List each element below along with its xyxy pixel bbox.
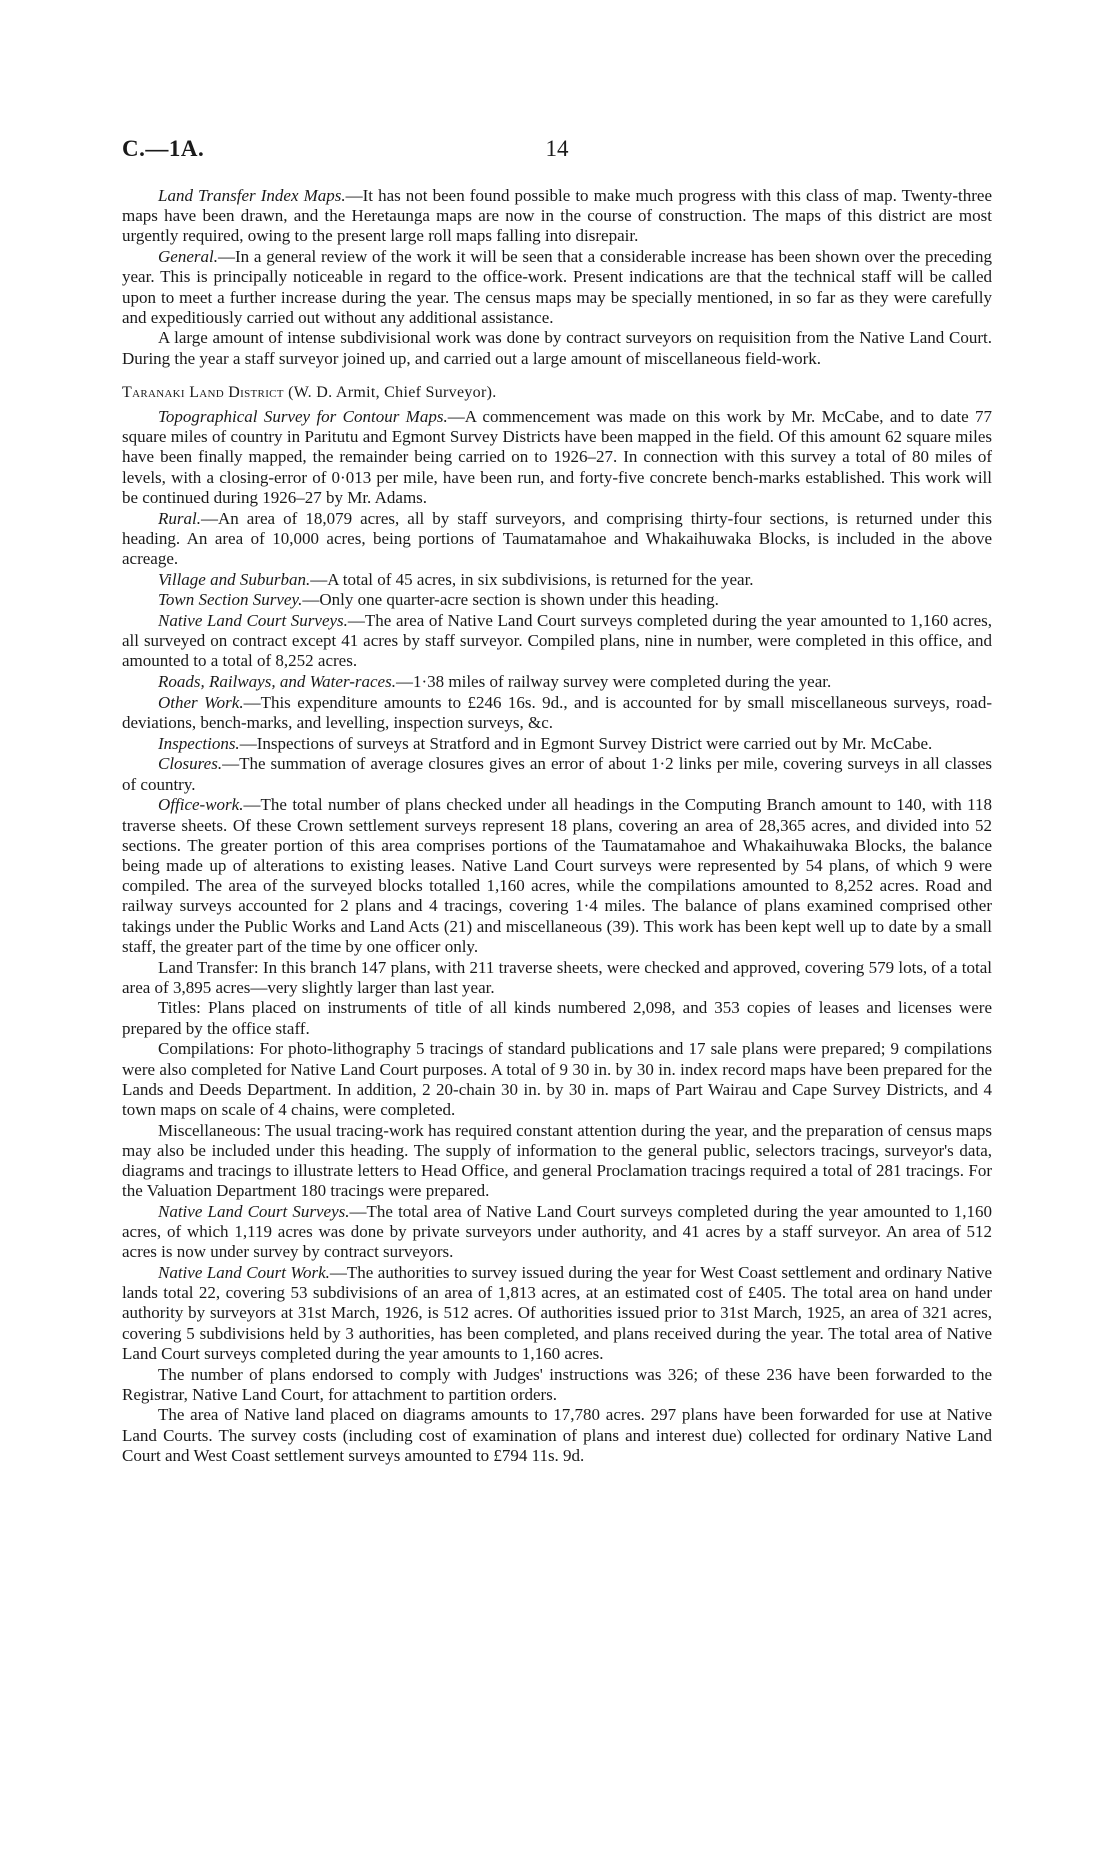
paragraph-text: Miscellaneous: The usual tracing-work has required constant attention during the year, and the preparation of census maps may also be included under this heading. The supply of information to the general public, selectors tracings, surveyor's data, diagrams and tracings to illustrate letters to Head Office, and general Proclamation tracings required a total of 281 tracings. For the Valuation Department 180 tracings were prepared. <box>122 1120 992 1201</box>
paragraph-text: —In a general review of the work it will be seen that a considerable increase has been shown over the preceding year. This is principally noticeable in regard to the office-work. Present indications are that the technical staff will be called upon to meet a further increase during the year. The census maps may be specially mentioned, in so far as they were carefully and expeditiously carried out without any additional assistance. <box>122 247 992 327</box>
paragraph-text: —The authorities to survey issued during the year for West Coast settlement and ordinary Native lands total 22, covering 53 subdivisions of an area of 1,813 acres, at an estimated cost of £405. The total area on hand under authority by surveyors at 31st March, 1926, is 512 acres. Of authorities issued prior to 31st March, 1925, an area of 321 acres, covering 5 subdivisions held by 3 authorities, has been completed, and plans received during the year. The total area of Native Land Court surveys completed during the year amounts to 1,160 acres. <box>122 1263 992 1363</box>
paragraph-text: —A total of 45 acres, in six subdivisions, is returned for the year. <box>310 569 754 589</box>
paragraph-text: The number of plans endorsed to comply with Judges' instructions was 326; of these 236 have been forwarded to the Registrar, Native Land Court, for attachment to partition orders. <box>122 1364 992 1404</box>
page-header <box>122 136 992 166</box>
paragraph <box>122 672 992 692</box>
paragraph-lead: Native Land Court Work. <box>158 1263 330 1283</box>
body-text <box>122 186 992 1466</box>
paragraph-text: Titles: Plans placed on instruments of title of all kinds numbered 2,098, and 353 copies of leases and licenses were prepared by the office staff. <box>122 998 992 1038</box>
paragraph-lead: Inspections. <box>158 733 240 753</box>
paragraph <box>122 590 992 610</box>
paragraph <box>122 509 992 570</box>
chief-surveyor: (W. D. Armit, Chief Surveyor). <box>288 383 497 401</box>
paragraph-lead: Native Land Court Surveys. <box>158 1201 350 1221</box>
paragraph <box>122 693 992 733</box>
paragraph-lead: Office-work. <box>158 795 244 815</box>
document-reference: C.—1A. <box>122 136 205 161</box>
paragraph <box>122 328 992 368</box>
paragraph-lead: Closures. <box>158 754 223 774</box>
paragraph <box>122 1202 992 1263</box>
paragraph-text: The area of Native land placed on diagrams amounts to 17,780 acres. 297 plans have been forwarded for use at Native Land Courts. The survey costs (including cost of examination of plans and interest due) collected for ordinary Native Land Court and West Coast settlement surveys amounted to £794 11s. 9d. <box>122 1405 992 1465</box>
district-name: Taranaki Land District <box>122 383 284 401</box>
paragraph-text: Compilations: For photo-lithography 5 tracings of standard publications and 17 sale plans were prepared; 9 compilations were also completed for Native Land Court purposes. A total of 9 30 in. by 30 in. index record maps have been prepared for the Lands and Deeds Department. In addition, 2 20-chain 30 in. by 30 in. maps of Part Wairau and Cape Survey Districts, and 4 town maps on scale of 4 chains, were completed. <box>122 1039 992 1119</box>
paragraph-text: —1·38 miles of railway survey were completed during the year. <box>395 672 832 692</box>
section-heading <box>122 383 992 403</box>
paragraph-lead: Village and Suburban. <box>158 569 311 589</box>
paragraph-text: —A commencement was made on this work by Mr. McCabe, and to date 77 square miles of country in Paritutu and Egmont Survey Districts have been mapped in the field. Of this amount 62 square miles have been finally mapped, the remainder being carried on to 1926–27. In connection with this survey a total of 80 miles of levels, with a closing-error of 0·013 per mile, have been run, and forty-five concrete bench-marks established. This work will be continued during 1926–27 by Mr. Adams. <box>122 407 992 507</box>
paragraph-lead: Land Transfer Index Maps. <box>158 186 346 205</box>
paragraph-text: Land Transfer: In this branch 147 plans, with 211 traverse sheets, were checked and approved, covering 579 lots, of a total area of 3,895 acres—very slightly larger than last year. <box>122 957 992 997</box>
paragraph-text: —An area of 18,079 acres, all by staff surveyors, and comprising thirty-four sections, is returned under this heading. An area of 10,000 acres, being portions of Taumatamahoe and Whakaihuwaka Blocks, is included in the above acreage. <box>122 508 992 568</box>
paragraph-text: —Only one quarter-acre section is shown under this heading. <box>302 590 719 610</box>
paragraph-text: —The total number of plans checked under all headings in the Computing Branch amount to 140, with 118 traverse sheets. Of these Crown settlement surveys represent 18 plans, covering an area of 28,365 acres, and divided into 52 sections. The greater portion of this area comprises portions of the Taumatamahoe and Whakaihuwaka Blocks, the balance being made up of alterations to existing leases. Native Land Court surveys were represented by 54 plans, of which 9 were compiled. The area of the surveyed blocks totalled 1,160 acres, while the compilations amounted to 8,252 acres. Road and railway surveys accounted for 2 plans and 4 tracings, covering 1·4 miles. The balance of plans examined comprised other takings under the Public Works and Land Acts (21) and miscellaneous (39). This work has been kept well up to date by a small staff, the greater part of the time by one officer only. <box>122 795 992 956</box>
page-number: 14 <box>545 136 569 161</box>
paragraph-lead: General. <box>158 247 218 267</box>
paragraph <box>122 407 992 508</box>
paragraph-lead: Native Land Court Surveys. <box>158 611 348 631</box>
paragraph <box>122 958 992 998</box>
paragraph-lead: Other Work. <box>158 692 244 712</box>
paragraph-text: —The summation of average closures gives an error of about 1·2 links per mile, covering surveys in all classes of country. <box>122 754 992 794</box>
paragraph <box>122 998 992 1038</box>
paragraph-lead: Rural. <box>158 508 201 528</box>
paragraph-lead: Topographical Survey for Contour Maps. <box>158 407 448 427</box>
paragraph <box>122 247 992 328</box>
paragraph-lead: Roads, Railways, and Water-races. <box>158 672 396 692</box>
paragraph <box>122 734 992 754</box>
paragraph-text: —The area of Native Land Court surveys completed during the year amounted to 1,160 acres, all surveyed on contract except 41 acres by staff surveyor. Compiled plans, nine in number, were completed in this office, and amounted to a total of 8,252 acres. <box>122 611 992 671</box>
paragraph-lead: Town Section Survey. <box>158 590 303 610</box>
paragraph <box>122 754 992 794</box>
paragraph-text: —Inspections of surveys at Stratford and in Egmont Survey District were carried out by Mr. McCabe. <box>239 733 933 753</box>
paragraph <box>122 1405 992 1466</box>
paragraph <box>122 611 992 672</box>
paragraph <box>122 1365 992 1405</box>
paragraph-text: —The total area of Native Land Court surveys completed during the year amounted to 1,160 acres, of which 1,119 acres was done by private surveyors under authority, and 41 acres by a staff surveyor. An area of 512 acres is now under survey by contract surveyors. <box>122 1201 992 1262</box>
paragraph <box>122 795 992 957</box>
paragraph <box>122 570 992 590</box>
paragraph-text: —It has not been found possible to make much progress with this class of map. Twenty-three maps have been drawn, and the Heretaunga maps are now in the course of construction. The maps of this district are most urgently required, owing to the present large roll maps falling into disrepair. <box>122 186 992 246</box>
paragraph-text: —This expenditure amounts to £246 16s. 9d., and is accounted for by small miscellaneous surveys, road-deviations, bench-marks, and levelling, inspection surveys, &c. <box>122 692 992 733</box>
paragraph-text: A large amount of intense subdivisional work was done by contract surveyors on requisition from the Native Land Court. During the year a staff surveyor joined up, and carried out a large amount of miscellaneous field-work. <box>122 328 992 368</box>
paragraph <box>122 1039 992 1120</box>
paragraph <box>122 1121 992 1202</box>
paragraph <box>122 1263 992 1364</box>
paragraph <box>122 186 992 247</box>
